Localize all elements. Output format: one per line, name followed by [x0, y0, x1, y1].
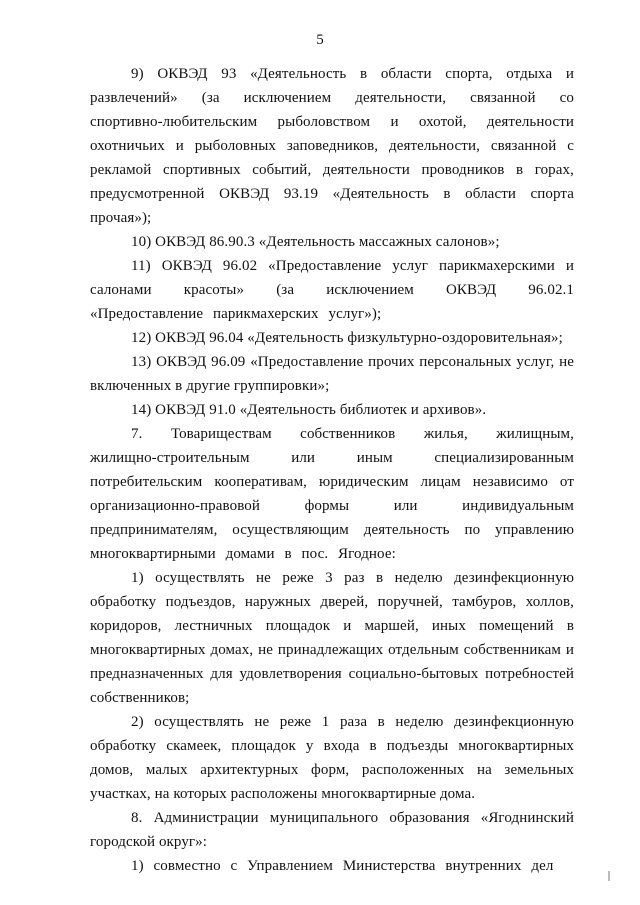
paragraph-item-8-1: 1) совместно с Управлением Министерства внутренних дел	[131, 858, 554, 874]
scan-margin-mark	[608, 871, 610, 881]
paragraph-item-7-2: 2) осуществлять не реже 1 раза в неделю дезинфекционную обработку скамеек, площадок у входа в подъезды многоквартирных домов, малых архитектурных форм, расположенных на земельных участках, на которых расположены многоквартирные дома.	[90, 714, 574, 802]
paragraph-okved-96-04: 12) ОКВЭД 96.04 «Деятельность физкультурно-оздоровительная»;	[131, 330, 563, 346]
paragraph-item-7-1: 1) осуществлять не реже 3 раз в неделю дезинфекционную обработку подъездов, наружных дверей, поручней, тамбуров, холлов, коридоров, лестничных площадок и маршей, иных помещений в многоквартирных домах, не принадлежащих отдельным собственникам и предназначенных для удовлетворения социально-бытовых потребностей собственников;	[90, 570, 574, 706]
paragraph-okved-86-90-3: 10) ОКВЭД 86.90.3 «Деятельность массажных салонов»;	[131, 234, 500, 250]
paragraph-item-7: 7. Товариществам собственников жилья, жилищным, жилищно-строительным или иным специализированным потребительским кооперативам, юридическим лицам независимо от организационно-правовой формы или индивидуальным предпринимателям, осуществляющим деятельность по управлению многоквартирными домами в пос. Ягодное:	[90, 426, 574, 562]
paragraph-okved-96-02: 11) ОКВЭД 96.02 «Предоставление услуг парикмахерскими и салонами красоты» (за исключением ОКВЭД 96.02.1 «Предоставление парикмахерских услуг»);	[90, 258, 574, 322]
paragraph-okved-93: 9) ОКВЭД 93 «Деятельность в области спорта, отдыха и развлечений» (за исключением деятельности, связанной со спортивно-любительским рыболовством и охотой, деятельности охотничьих и рыболовных заповедников, деятельности, связанной с рекламой спортивных событий, деятельности проводников в горах, предусмотренной ОКВЭД 93.19 «Деятельность в области спорта прочая»);	[90, 66, 574, 226]
page-number: 5	[316, 32, 324, 48]
paragraph-okved-96-09: 13) ОКВЭД 96.09 «Предоставление прочих персональных услуг, не включенных в другие группировки»;	[90, 354, 574, 394]
paragraph-item-8: 8. Администрации муниципального образования «Ягоднинский городской округ»:	[90, 810, 574, 850]
document-body	[90, 62, 574, 878]
paragraph-okved-91-0: 14) ОКВЭД 91.0 «Деятельность библиотек и архивов».	[131, 402, 487, 418]
